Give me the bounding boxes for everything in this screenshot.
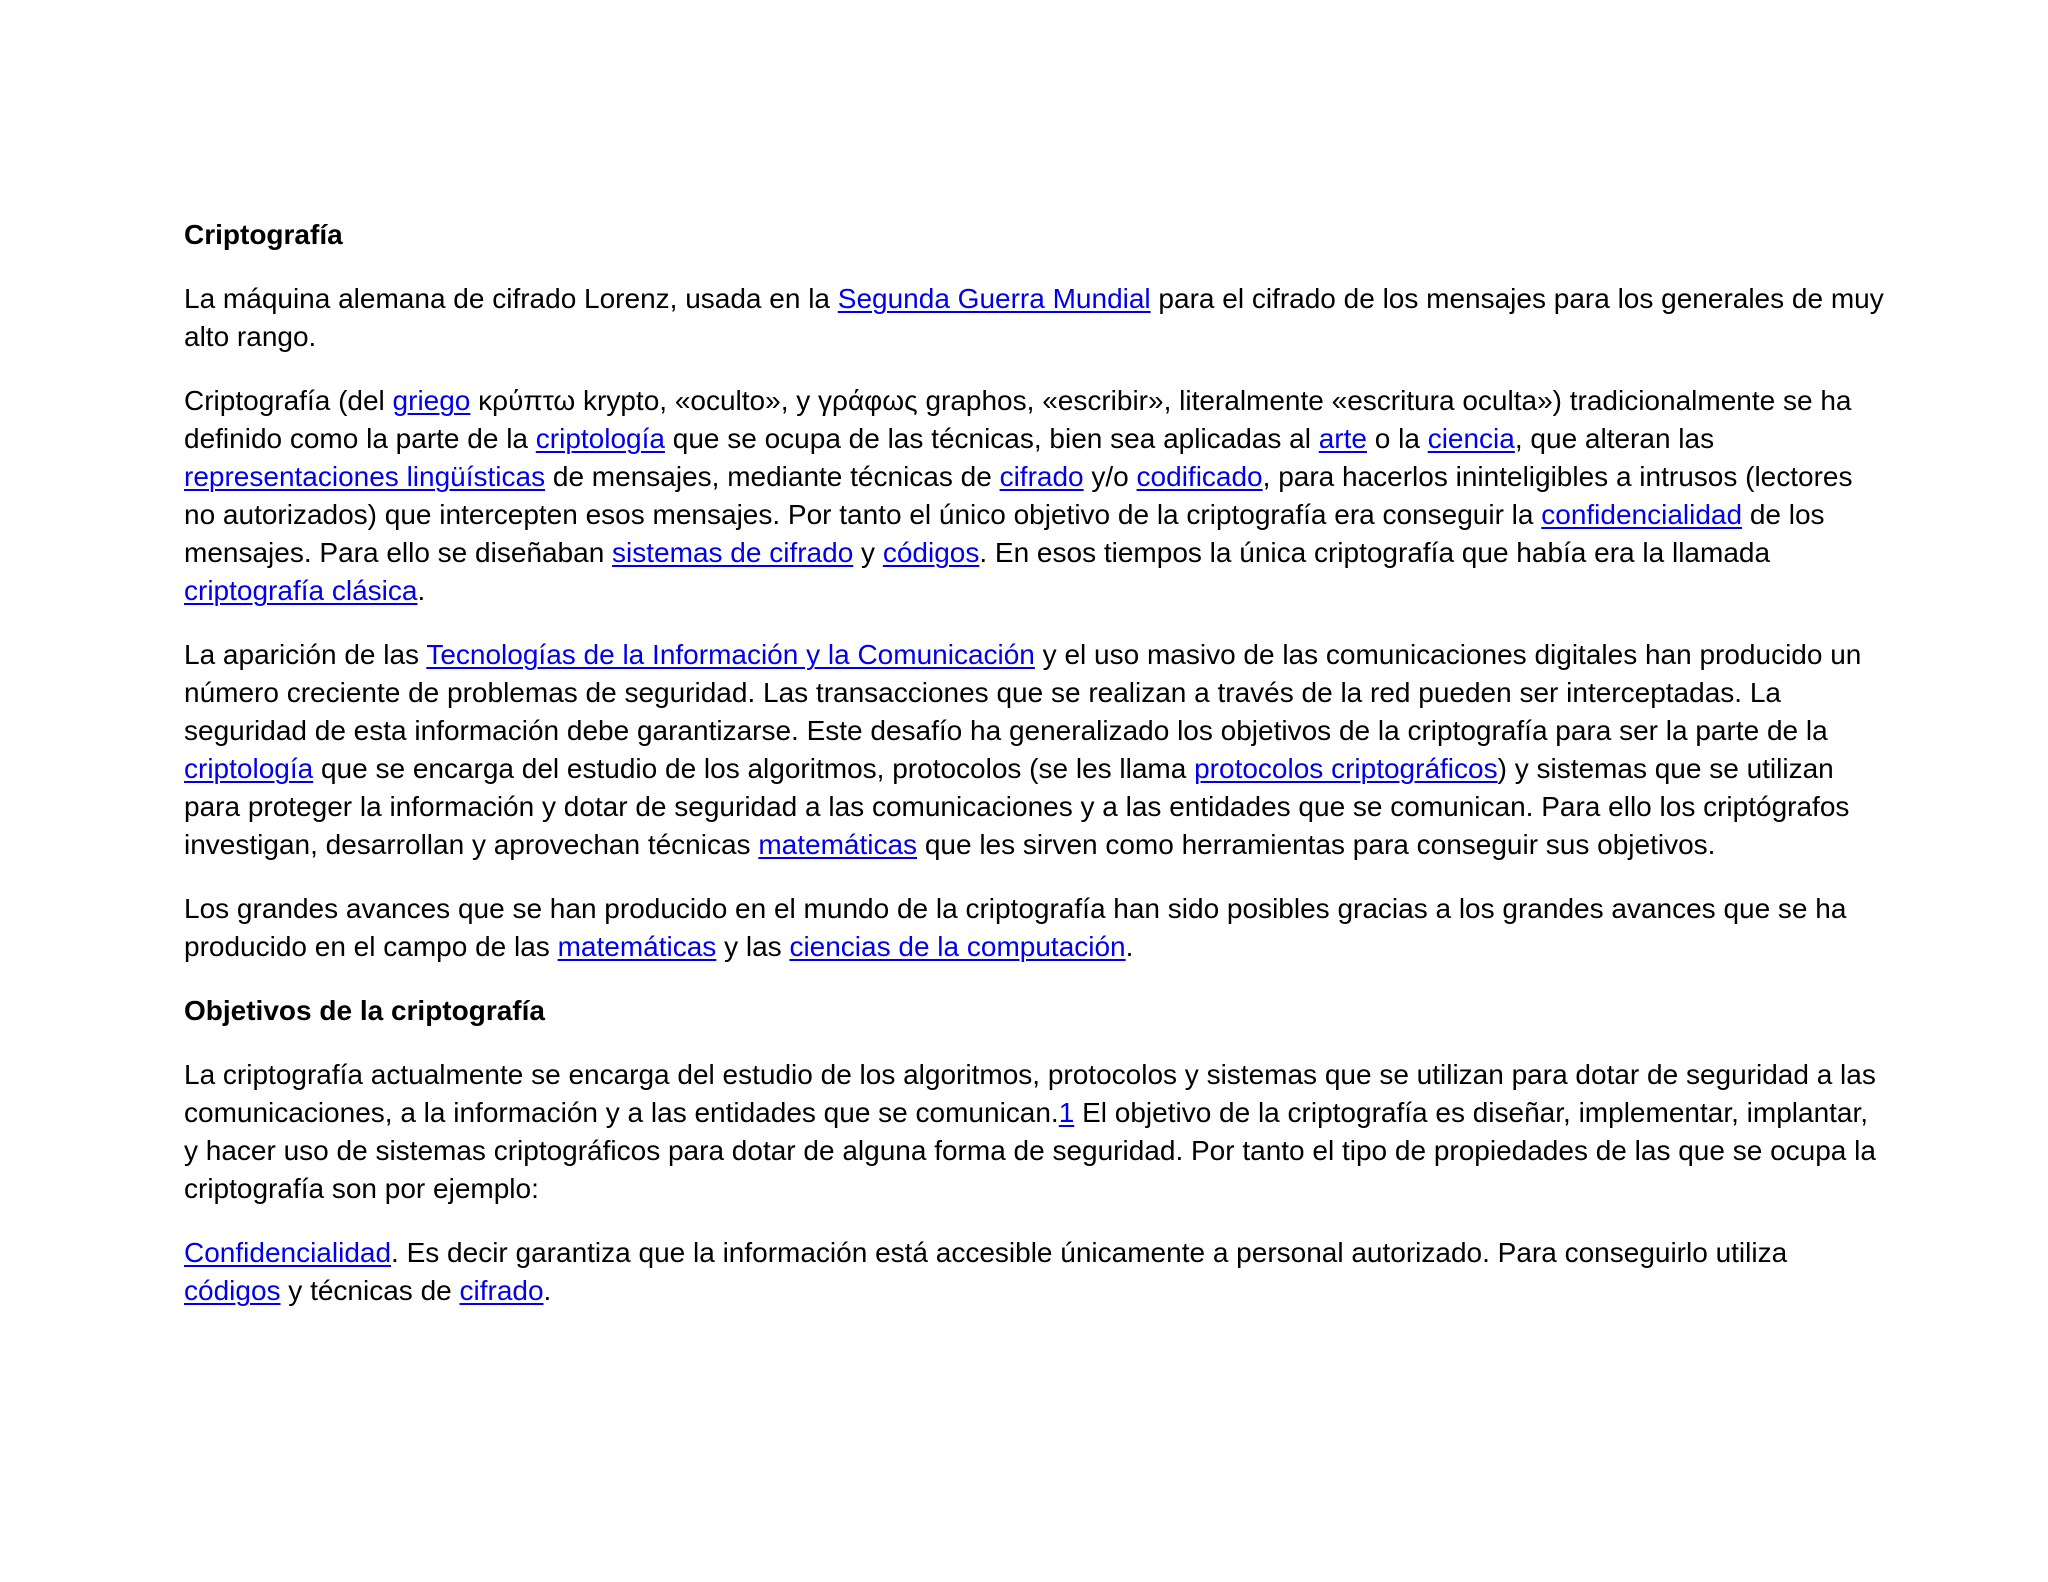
link-ciencia[interactable]: ciencia (1427, 423, 1515, 454)
text-run: , para hacerlos ininteligibles a intrusos (lectores no autorizados) que intercepten esos mensajes. Por tanto el único objetivo de la criptografía era conseguir la (184, 461, 1853, 530)
text-run: La criptografía actualmente se encarga del estudio de los algoritmos, protocolos y sistemas que se utilizan para dotar de seguridad a las comunicaciones, a la información y a las entidades que se comunican. (184, 1059, 1876, 1128)
link-criptologia[interactable]: criptología (535, 423, 665, 454)
link-codificado[interactable]: codificado (1136, 461, 1263, 492)
link-codigos[interactable]: códigos (882, 537, 980, 568)
text-run: . Es decir garantiza que la información está accesible únicamente a personal autorizado. Para conseguirlo utiliza (391, 1237, 1788, 1268)
link-matematicas[interactable]: matemáticas (758, 829, 918, 860)
link-representaciones-linguisticas[interactable]: representaciones lingüísticas (184, 461, 546, 492)
link-sistemas-de-cifrado[interactable]: sistemas de cifrado (612, 537, 854, 568)
text-run: y (853, 537, 883, 568)
text-run: Los grandes avances que se han producido en el mundo de la criptografía han sido posibles gracias a los grandes avances que se ha producido en el campo de las (184, 893, 1847, 962)
text-run: que se encarga del estudio de los algoritmos, protocolos (se les llama (313, 753, 1195, 784)
text-run: ) y sistemas que se utilizan para proteger la información y dotar de seguridad a las comunicaciones y a las entidades que se comunican. Para ello los criptógrafos investigan, desarrollan y aprovechan técnicas (184, 753, 1850, 860)
link-tecnologias-informacion-comunicacion[interactable]: Tecnologías de la Información y la Comunicación (426, 639, 1035, 670)
link-footnote-1[interactable]: 1 (1058, 1097, 1075, 1128)
link-criptologia-2[interactable]: criptología (184, 753, 314, 784)
link-codigos-2[interactable]: códigos (184, 1275, 281, 1306)
link-matematicas-2[interactable]: matemáticas (557, 931, 717, 962)
text-run: y técnicas de (280, 1275, 460, 1306)
document-page (184, 216, 1884, 1336)
text-run: La aparición de las (184, 639, 427, 670)
paragraph-avances (184, 890, 1884, 966)
link-confidencialidad[interactable]: confidencialidad (1541, 499, 1743, 530)
text-run: de mensajes, mediante técnicas de (545, 461, 1000, 492)
paragraph-lorenz (184, 280, 1884, 356)
text-run: κρύπτω krypto, «oculto», y γράφως graphos, «escribir», literalmente «escritura oculta») tradicionalmente se ha definido como la parte de la (184, 385, 1852, 454)
paragraph-objetivos (184, 1056, 1884, 1208)
text-run: , que alteran las (1514, 423, 1715, 454)
link-criptografia-clasica[interactable]: criptografía clásica (184, 575, 418, 606)
text-run: . En esos tiempos la única criptografía que había era la llamada (979, 537, 1771, 568)
link-protocolos-criptograficos[interactable]: protocolos criptográficos (1194, 753, 1498, 784)
text-run: y las (716, 931, 790, 962)
text-run: . (1125, 931, 1134, 962)
text-run: . (417, 575, 426, 606)
text-run: y/o (1083, 461, 1137, 492)
link-cifrado[interactable]: cifrado (999, 461, 1084, 492)
text-run: El objetivo de la criptografía es diseñar, implementar, implantar, y hacer uso de sistemas criptográficos para dotar de alguna forma de seguridad. Por tanto el tipo de propiedades de las que se ocupa la criptografía son por ejemplo: (184, 1097, 1876, 1204)
paragraph-definicion (184, 382, 1884, 610)
document-title: Criptografía (184, 219, 343, 250)
text-run: y el uso masivo de las comunicaciones digitales han producido un número creciente de problemas de seguridad. Las transacciones que se realizan a través de la red pueden ser interceptadas. La seguridad de esta información debe garantizarse. Este desafío ha generalizado los objetivos de la criptografía para ser la parte de la (184, 639, 1862, 746)
text-run: Criptografía (del (184, 385, 393, 416)
text-run: o la (1366, 423, 1428, 454)
text-run: que se ocupa de las técnicas, bien sea aplicadas al (664, 423, 1319, 454)
paragraph-confidencialidad (184, 1234, 1884, 1310)
link-segunda-guerra-mundial[interactable]: Segunda Guerra Mundial (837, 283, 1151, 314)
text-run: de los mensajes. Para ello se diseñaban (184, 499, 1825, 568)
text-run: que les sirven como herramientas para conseguir sus objetivos. (917, 829, 1716, 860)
paragraph-tic (184, 636, 1884, 864)
link-griego[interactable]: griego (392, 385, 471, 416)
section-heading-objetivos: Objetivos de la criptografía (184, 995, 545, 1026)
text-run: para el cifrado de los mensajes para los generales de muy alto rango. (184, 283, 1884, 352)
link-cifrado-2[interactable]: cifrado (459, 1275, 544, 1306)
link-confidencialidad-2[interactable]: Confidencialidad (184, 1237, 392, 1268)
text-run: . (543, 1275, 552, 1306)
link-ciencias-de-la-computacion[interactable]: ciencias de la computación (789, 931, 1126, 962)
text-run: La máquina alemana de cifrado Lorenz, usada en la (184, 283, 838, 314)
link-arte[interactable]: arte (1318, 423, 1367, 454)
